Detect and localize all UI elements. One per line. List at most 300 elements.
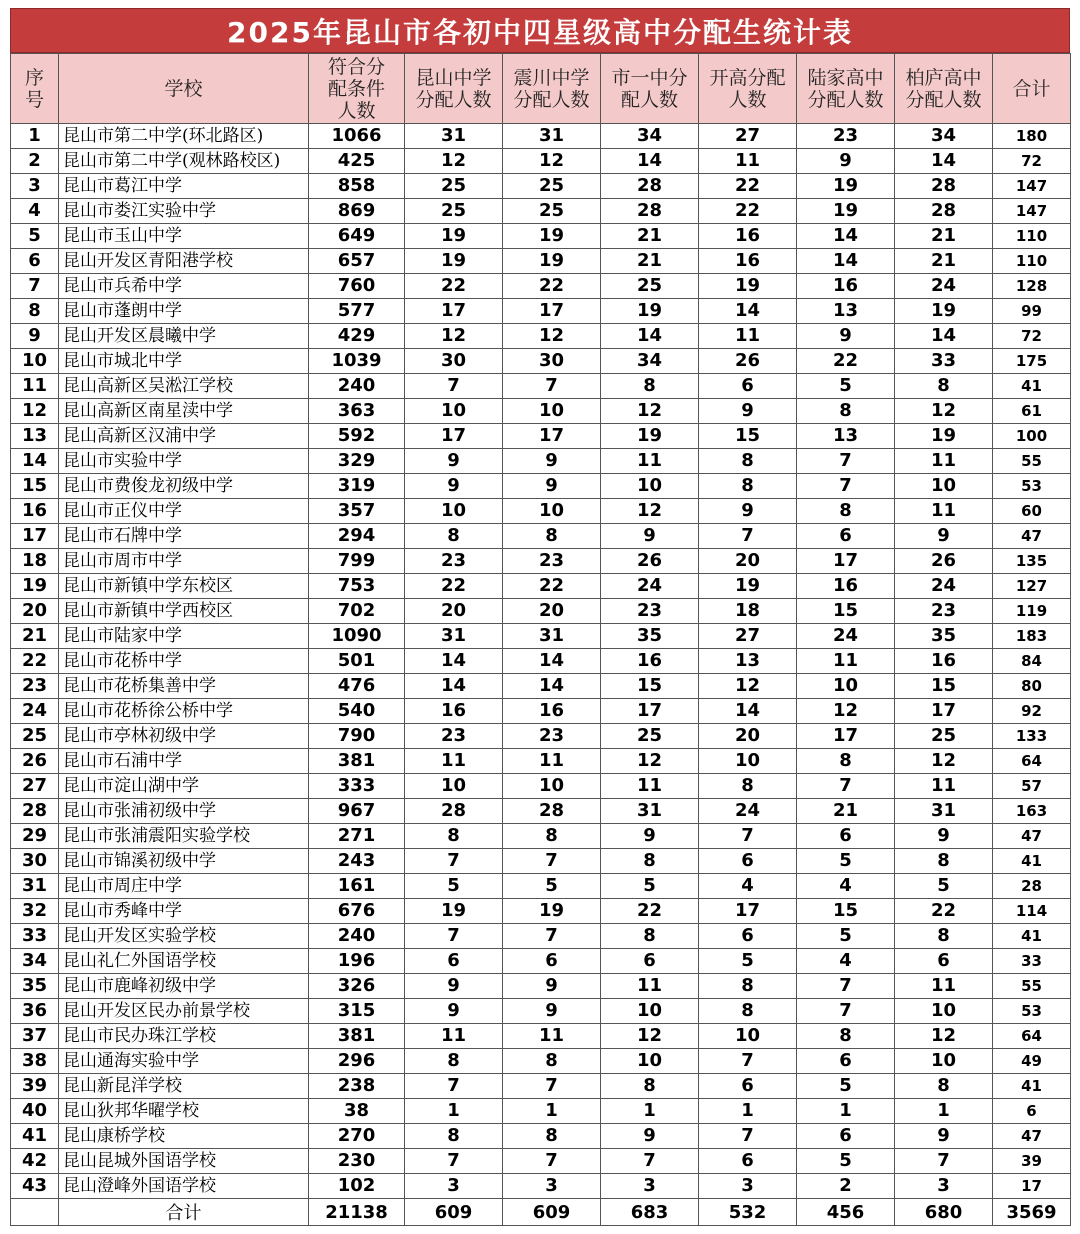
cell-bailu: 9 [895,524,993,549]
cell-school: 昆山开发区实验学校 [59,924,309,949]
cell-index: 20 [11,599,59,624]
cell-total: 163 [993,799,1071,824]
cell-lujia: 4 [797,949,895,974]
cell-total: 47 [993,824,1071,849]
cell-school: 昆山市张浦初级中学 [59,799,309,824]
cell-total: 47 [993,524,1071,549]
cell-zhenchuan: 7 [503,1074,601,1099]
cell-kaigao: 10 [699,1024,797,1049]
cell-bailu: 7 [895,1149,993,1174]
cell-shiyizhong: 9 [601,824,699,849]
table-row [11,624,1071,649]
header-lujia: 陆家高中分配人数 [797,54,895,124]
cell-eligible: 967 [309,799,405,824]
table-row [11,849,1071,874]
cell-eligible: 240 [309,374,405,399]
cell-total: 57 [993,774,1071,799]
cell-bailu: 1 [895,1099,993,1124]
cell-bailu: 10 [895,1049,993,1074]
cell-shiyizhong: 7 [601,1149,699,1174]
cell-lujia: 9 [797,324,895,349]
cell-eligible: 243 [309,849,405,874]
cell-school: 昆山市石牌中学 [59,524,309,549]
table-row [11,999,1071,1024]
cell-eligible: 326 [309,974,405,999]
cell-kaigao: 27 [699,624,797,649]
table-row [11,349,1071,374]
table-row [11,149,1071,174]
cell-kaigao: 22 [699,174,797,199]
cell-shiyizhong: 19 [601,299,699,324]
table-row [11,774,1071,799]
cell-kunshan: 25 [405,199,503,224]
cell-index: 15 [11,474,59,499]
cell-shiyizhong: 11 [601,974,699,999]
cell-zhenchuan: 23 [503,724,601,749]
cell-lujia: 12 [797,699,895,724]
cell-index: 24 [11,699,59,724]
cell-eligible: 753 [309,574,405,599]
cell-total: 53 [993,999,1071,1024]
header-eligible: 符合分配条件人数 [309,54,405,124]
cell-kunshan: 20 [405,599,503,624]
cell-lujia: 14 [797,224,895,249]
cell-kaigao: 19 [699,574,797,599]
cell-kunshan: 12 [405,149,503,174]
cell-total: 64 [993,749,1071,774]
cell-kunshan: 7 [405,374,503,399]
cell-zhenchuan: 19 [503,899,601,924]
table-row [11,224,1071,249]
cell-shiyizhong: 11 [601,449,699,474]
cell-total: 110 [993,224,1071,249]
totals-cell: 532 [699,1199,797,1226]
table-row [11,799,1071,824]
table-row [11,399,1071,424]
cell-bailu: 8 [895,1074,993,1099]
header-shiyizhong: 市一中分配人数 [601,54,699,124]
cell-kaigao: 14 [699,299,797,324]
cell-lujia: 21 [797,799,895,824]
cell-index: 35 [11,974,59,999]
cell-bailu: 10 [895,474,993,499]
cell-index: 30 [11,849,59,874]
cell-kunshan: 31 [405,124,503,149]
cell-eligible: 296 [309,1049,405,1074]
table-row [11,274,1071,299]
cell-school: 昆山市正仪中学 [59,499,309,524]
cell-zhenchuan: 8 [503,824,601,849]
cell-school: 昆山市实验中学 [59,449,309,474]
cell-total: 147 [993,174,1071,199]
cell-shiyizhong: 8 [601,374,699,399]
cell-shiyizhong: 22 [601,899,699,924]
cell-zhenchuan: 11 [503,749,601,774]
totals-cell: 680 [895,1199,993,1226]
cell-shiyizhong: 14 [601,324,699,349]
cell-school: 昆山市鹿峰初级中学 [59,974,309,999]
cell-index: 25 [11,724,59,749]
cell-zhenchuan: 22 [503,274,601,299]
cell-shiyizhong: 35 [601,624,699,649]
cell-kaigao: 7 [699,824,797,849]
cell-eligible: 702 [309,599,405,624]
cell-eligible: 476 [309,674,405,699]
cell-lujia: 8 [797,1024,895,1049]
cell-eligible: 319 [309,474,405,499]
cell-total: 55 [993,974,1071,999]
cell-total: 39 [993,1149,1071,1174]
cell-eligible: 329 [309,449,405,474]
table-row [11,824,1071,849]
cell-kunshan: 17 [405,299,503,324]
cell-school: 昆山市新镇中学东校区 [59,574,309,599]
cell-shiyizhong: 21 [601,249,699,274]
cell-zhenchuan: 19 [503,249,601,274]
cell-zhenchuan: 5 [503,874,601,899]
header-row [11,54,1071,124]
cell-zhenchuan: 7 [503,374,601,399]
cell-eligible: 161 [309,874,405,899]
table-row [11,374,1071,399]
cell-zhenchuan: 31 [503,624,601,649]
cell-zhenchuan: 22 [503,574,601,599]
cell-kunshan: 7 [405,1149,503,1174]
cell-kunshan: 30 [405,349,503,374]
cell-school: 昆山市第二中学(环北路区) [59,124,309,149]
cell-kaigao: 20 [699,549,797,574]
cell-zhenchuan: 25 [503,199,601,224]
cell-bailu: 31 [895,799,993,824]
cell-lujia: 17 [797,549,895,574]
cell-shiyizhong: 28 [601,199,699,224]
cell-lujia: 8 [797,399,895,424]
cell-index: 36 [11,999,59,1024]
header-school: 学校 [59,54,309,124]
cell-kunshan: 19 [405,224,503,249]
cell-shiyizhong: 11 [601,774,699,799]
cell-zhenchuan: 20 [503,599,601,624]
cell-lujia: 7 [797,999,895,1024]
table-row [11,1099,1071,1124]
table-row [11,749,1071,774]
cell-zhenchuan: 8 [503,1124,601,1149]
cell-index: 18 [11,549,59,574]
cell-kaigao: 17 [699,899,797,924]
table-row [11,499,1071,524]
table-row [11,899,1071,924]
cell-kaigao: 6 [699,924,797,949]
cell-eligible: 429 [309,324,405,349]
cell-index: 37 [11,1024,59,1049]
cell-eligible: 592 [309,424,405,449]
table-row [11,549,1071,574]
cell-shiyizhong: 16 [601,649,699,674]
cell-kaigao: 10 [699,749,797,774]
cell-shiyizhong: 10 [601,999,699,1024]
totals-cell: 21138 [309,1199,405,1226]
cell-kunshan: 7 [405,849,503,874]
cell-shiyizhong: 31 [601,799,699,824]
cell-kaigao: 12 [699,674,797,699]
cell-index: 14 [11,449,59,474]
cell-lujia: 8 [797,499,895,524]
table-row [11,299,1071,324]
cell-total: 6 [993,1099,1071,1124]
cell-kunshan: 14 [405,674,503,699]
cell-bailu: 34 [895,124,993,149]
header-total: 合计 [993,54,1071,124]
cell-lujia: 6 [797,1049,895,1074]
cell-eligible: 102 [309,1174,405,1199]
cell-kaigao: 8 [699,974,797,999]
cell-shiyizhong: 8 [601,1074,699,1099]
cell-index: 22 [11,649,59,674]
cell-eligible: 760 [309,274,405,299]
cell-index: 28 [11,799,59,824]
cell-shiyizhong: 12 [601,399,699,424]
cell-kunshan: 19 [405,899,503,924]
cell-zhenchuan: 9 [503,974,601,999]
cell-school: 昆山高新区吴淞江学校 [59,374,309,399]
cell-zhenchuan: 28 [503,799,601,824]
header-zhenchuan: 震川中学分配人数 [503,54,601,124]
cell-kaigao: 6 [699,849,797,874]
table-row [11,424,1071,449]
cell-school: 昆山市张浦震阳实验学校 [59,824,309,849]
cell-bailu: 23 [895,599,993,624]
cell-total: 72 [993,324,1071,349]
cell-kaigao: 1 [699,1099,797,1124]
cell-kaigao: 11 [699,149,797,174]
cell-kaigao: 7 [699,1124,797,1149]
cell-total: 53 [993,474,1071,499]
cell-kunshan: 5 [405,874,503,899]
cell-eligible: 363 [309,399,405,424]
cell-bailu: 22 [895,899,993,924]
cell-school: 昆山市费俊龙初级中学 [59,474,309,499]
cell-total: 49 [993,1049,1071,1074]
cell-school: 昆山市秀峰中学 [59,899,309,924]
cell-lujia: 22 [797,349,895,374]
cell-eligible: 657 [309,249,405,274]
totals-cell: 609 [503,1199,601,1226]
table-row [11,1174,1071,1199]
cell-zhenchuan: 7 [503,1149,601,1174]
cell-index: 4 [11,199,59,224]
cell-lujia: 6 [797,824,895,849]
cell-bailu: 5 [895,874,993,899]
cell-kaigao: 7 [699,1049,797,1074]
cell-lujia: 23 [797,124,895,149]
cell-bailu: 11 [895,499,993,524]
cell-bailu: 25 [895,724,993,749]
cell-school: 昆山市周市中学 [59,549,309,574]
cell-bailu: 26 [895,549,993,574]
cell-index: 43 [11,1174,59,1199]
cell-eligible: 196 [309,949,405,974]
cell-total: 33 [993,949,1071,974]
cell-lujia: 5 [797,374,895,399]
cell-school: 昆山市亭林初级中学 [59,724,309,749]
cell-kunshan: 16 [405,699,503,724]
cell-shiyizhong: 17 [601,699,699,724]
cell-bailu: 15 [895,674,993,699]
cell-shiyizhong: 8 [601,849,699,874]
header-kunshan: 昆山中学分配人数 [405,54,503,124]
cell-school: 昆山市陆家中学 [59,624,309,649]
cell-total: 28 [993,874,1071,899]
cell-total: 114 [993,899,1071,924]
cell-index: 29 [11,824,59,849]
cell-bailu: 19 [895,299,993,324]
table-row [11,174,1071,199]
cell-bailu: 11 [895,974,993,999]
cell-kaigao: 16 [699,224,797,249]
cell-lujia: 1 [797,1099,895,1124]
cell-total: 127 [993,574,1071,599]
cell-shiyizhong: 19 [601,424,699,449]
cell-eligible: 790 [309,724,405,749]
cell-eligible: 238 [309,1074,405,1099]
cell-shiyizhong: 14 [601,149,699,174]
cell-zhenchuan: 12 [503,324,601,349]
cell-eligible: 381 [309,749,405,774]
cell-index: 13 [11,424,59,449]
cell-kaigao: 4 [699,874,797,899]
cell-shiyizhong: 15 [601,674,699,699]
cell-bailu: 11 [895,774,993,799]
cell-school: 昆山澄峰外国语学校 [59,1174,309,1199]
cell-zhenchuan: 14 [503,674,601,699]
cell-kunshan: 7 [405,1074,503,1099]
cell-eligible: 540 [309,699,405,724]
cell-kunshan: 8 [405,524,503,549]
cell-index: 5 [11,224,59,249]
cell-bailu: 35 [895,624,993,649]
cell-index: 12 [11,399,59,424]
cell-kunshan: 12 [405,324,503,349]
cell-eligible: 333 [309,774,405,799]
table-row [11,649,1071,674]
cell-zhenchuan: 14 [503,649,601,674]
cell-shiyizhong: 1 [601,1099,699,1124]
cell-kunshan: 8 [405,824,503,849]
cell-index: 17 [11,524,59,549]
cell-lujia: 19 [797,199,895,224]
cell-bailu: 16 [895,649,993,674]
cell-index: 23 [11,674,59,699]
cell-school: 昆山高新区汉浦中学 [59,424,309,449]
cell-shiyizhong: 9 [601,1124,699,1149]
cell-index: 16 [11,499,59,524]
cell-zhenchuan: 10 [503,399,601,424]
cell-bailu: 8 [895,924,993,949]
cell-kaigao: 16 [699,249,797,274]
cell-kunshan: 10 [405,499,503,524]
cell-school: 昆山市兵希中学 [59,274,309,299]
cell-total: 17 [993,1174,1071,1199]
cell-lujia: 16 [797,274,895,299]
cell-shiyizhong: 12 [601,499,699,524]
cell-eligible: 38 [309,1099,405,1124]
table-row [11,449,1071,474]
table-row [11,524,1071,549]
cell-lujia: 6 [797,1124,895,1149]
cell-shiyizhong: 8 [601,924,699,949]
cell-kunshan: 23 [405,549,503,574]
cell-kaigao: 14 [699,699,797,724]
cell-total: 135 [993,549,1071,574]
cell-bailu: 6 [895,949,993,974]
table-row [11,924,1071,949]
cell-total: 60 [993,499,1071,524]
table-body [11,124,1071,1199]
cell-kunshan: 10 [405,399,503,424]
cell-shiyizhong: 3 [601,1174,699,1199]
cell-bailu: 12 [895,1024,993,1049]
cell-index: 41 [11,1124,59,1149]
cell-kaigao: 15 [699,424,797,449]
cell-lujia: 24 [797,624,895,649]
cell-eligible: 676 [309,899,405,924]
cell-zhenchuan: 6 [503,949,601,974]
cell-bailu: 3 [895,1174,993,1199]
cell-school: 昆山市淀山湖中学 [59,774,309,799]
totals-row [11,1199,1071,1226]
cell-index: 38 [11,1049,59,1074]
cell-lujia: 17 [797,724,895,749]
table-row [11,974,1071,999]
cell-total: 72 [993,149,1071,174]
cell-kaigao: 8 [699,449,797,474]
cell-zhenchuan: 7 [503,924,601,949]
cell-shiyizhong: 24 [601,574,699,599]
cell-eligible: 577 [309,299,405,324]
cell-total: 64 [993,1024,1071,1049]
cell-zhenchuan: 3 [503,1174,601,1199]
cell-total: 175 [993,349,1071,374]
header-bailu: 柏庐高中分配人数 [895,54,993,124]
cell-kaigao: 19 [699,274,797,299]
cell-bailu: 12 [895,749,993,774]
cell-total: 41 [993,1074,1071,1099]
cell-shiyizhong: 10 [601,1049,699,1074]
totals-label: 合计 [59,1199,309,1226]
cell-index: 6 [11,249,59,274]
table-row [11,324,1071,349]
cell-bailu: 8 [895,849,993,874]
cell-school: 昆山市第二中学(观林路校区) [59,149,309,174]
cell-kaigao: 18 [699,599,797,624]
cell-school: 昆山高新区南星渎中学 [59,399,309,424]
cell-shiyizhong: 21 [601,224,699,249]
cell-total: 180 [993,124,1071,149]
cell-zhenchuan: 8 [503,524,601,549]
cell-bailu: 21 [895,249,993,274]
cell-school: 昆山开发区民办前景学校 [59,999,309,1024]
cell-shiyizhong: 12 [601,749,699,774]
cell-eligible: 425 [309,149,405,174]
cell-kunshan: 7 [405,924,503,949]
table-row [11,1149,1071,1174]
cell-total: 84 [993,649,1071,674]
cell-eligible: 869 [309,199,405,224]
cell-school: 昆山市锦溪初级中学 [59,849,309,874]
cell-zhenchuan: 30 [503,349,601,374]
cell-index: 10 [11,349,59,374]
cell-index: 27 [11,774,59,799]
